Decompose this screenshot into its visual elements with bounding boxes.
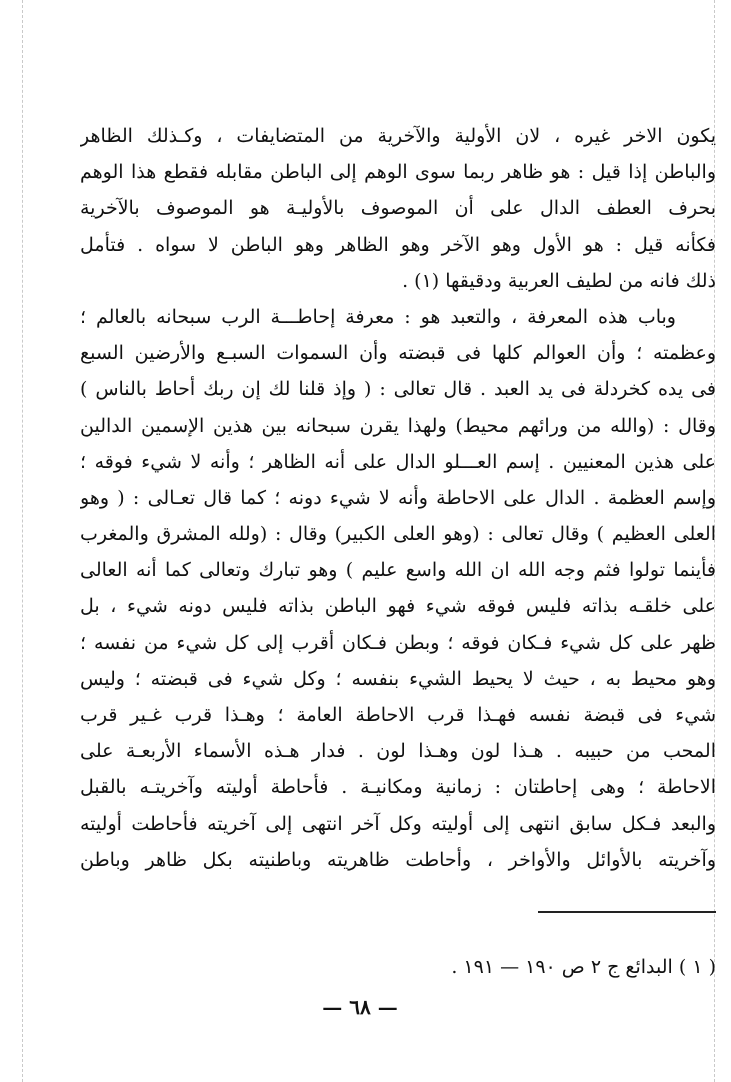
text-line: على هذين المعنيين . إسم العـــلو الدال على أنه الظاهر ؛ وأنه لا شيء فوقه ؛	[80, 450, 716, 473]
text-line: ظهر على كل شيء فـكان فوقه ؛ وبطن فـكان أقرب إلى كل شيء من نفسه ؛	[80, 631, 716, 654]
page-number: — ٦٨ —	[322, 995, 398, 1019]
text-line: وإسم العظمة . الدال على الاحاطة وأنه لا شيء دونه ؛ كما قال تعـالى : ( وهو	[80, 486, 716, 509]
text-line: فى يده كخردلة فى يد العبد . قال تعالى : ( وإذ قلنا لك إن ربك أحاط بالناس )	[80, 378, 716, 401]
footnote: ( ١ ) البدائع ج ٢ ص ١٩٠ — ١٩١ .	[451, 956, 716, 978]
text-line: فأينما تولوا فثم وجه الله ان الله واسع عليم ) وهو تبارك وتعالى كما أنه العالى	[80, 559, 716, 582]
footnote-divider	[538, 911, 716, 913]
text-line: ذلك فانه من لطيف العربية ودقيقها (١) .	[402, 269, 716, 292]
text-line: على خلقـه بذاته فليس فوقه شيء فهو الباطن بذاته فليس دونه شيء ، بل	[80, 595, 716, 618]
text-line: فكأنه قيل : هو الأول وهو الآخر وهو الظاهر وهو الباطن لا سواه . فتأمل	[80, 233, 716, 256]
book-page	[80, 118, 716, 1058]
text-line: وقال : (والله من ورائهم محيط) ولهذا يقرن سبحانه بين هذين الإسمين الدالين	[80, 414, 716, 437]
text-line: بحرف العطف الدال على أن الموصوف بالأوليـة هو الموصوف بالآخرية	[80, 197, 716, 220]
text-line: المحب من حبيبه . هـذا لون وهـذا لون . فدار هـذه الأسماء الأربعـة على	[80, 740, 716, 763]
text-line: يكون الاخر غيره ، لان الأولية والآخرية من المتضايفات ، وكـذلك الظاهر	[80, 125, 716, 147]
text-line: وهو محيط به ، حيث لا يحيط الشيء بنفسه ؛ وكل شيء فى قبضته ؛ وليس	[80, 667, 716, 690]
text-line: العلى العظيم ) وقال تعالى : (وهو العلى الكبير) وقال : (ولله المشرق والمغرب	[80, 523, 716, 546]
text-line: الاحاطة ؛ وهى إحاطتان : زمانية ومكانيـة . فأحاطة أوليته وآخريتـه بالقبل	[80, 776, 716, 799]
text-line: وباب هذه المعرفة ، والتعبد هو : معرفة إحاطـــة الرب سبحانه بالعالم ؛	[80, 305, 676, 328]
text-line: والبعد فـكل سابق انتهى إلى أوليته وكل آخر انتهى إلى آخريته فأحاطت أوليته	[80, 812, 716, 835]
text-line: شيء فى قبضة نفسه فهـذا قرب الاحاطة العامة ؛ وهـذا قرب غـير قرب	[80, 704, 716, 726]
body-text	[80, 118, 716, 878]
text-line: والباطن إذا قيل : هو ظاهر ربما سوى الوهم إلى الباطن مقابله فقطع هذا الوهم	[80, 161, 716, 184]
text-line: وآخريته بالأوائل والأواخر ، وأحاطت ظاهريته وباطنيته بكل ظاهر وباطن	[80, 848, 716, 871]
fold-guide-left	[22, 0, 23, 1082]
text-line: وعظمته ؛ وأن العوالم كلها فى قبضته وأن السموات السبـع والأرضين السبع	[80, 342, 716, 365]
